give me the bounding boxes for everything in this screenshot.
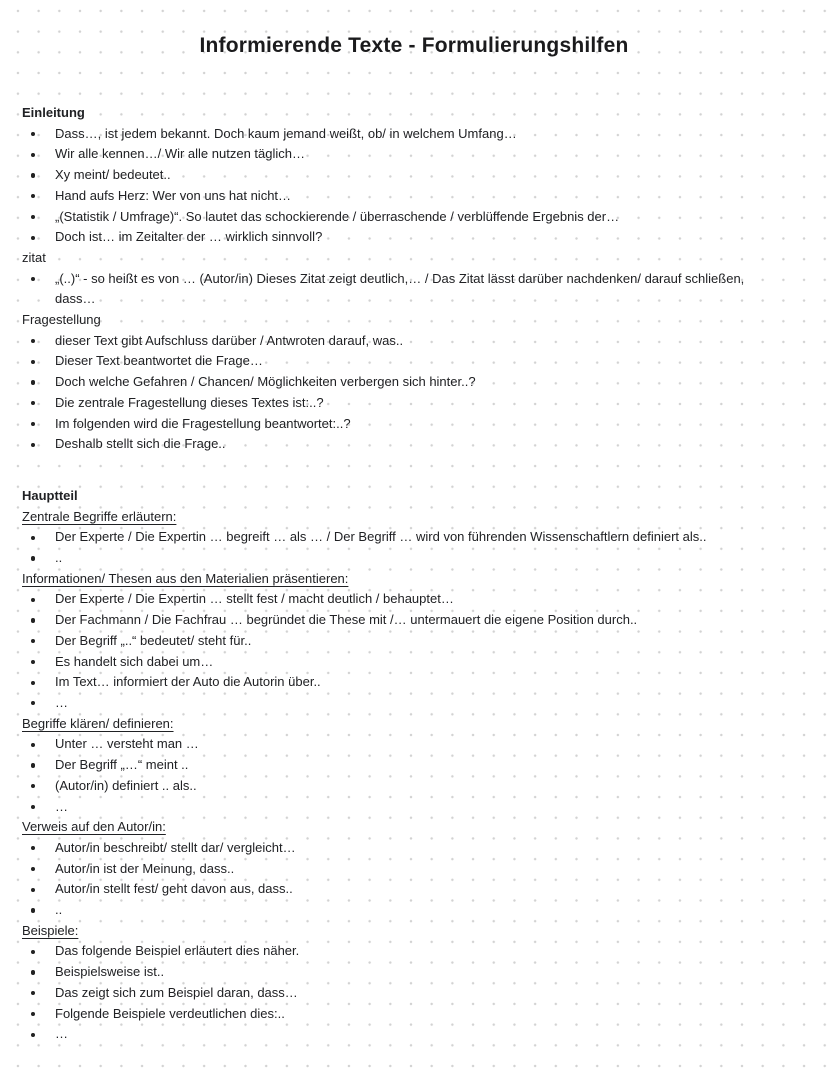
page-title: Informierende Texte - Formulierungshilfen [199, 34, 629, 57]
section [22, 569, 770, 714]
section [22, 714, 770, 818]
section-heading: Fragestellung [22, 312, 101, 328]
section-heading: Begriffe klären/ definieren: [22, 715, 174, 731]
list-item: Dass…, ist jedem bekannt. Doch kaum jemand weißt, ob/ in welchem Umfang… [22, 124, 770, 145]
section [22, 103, 770, 248]
list-item: (Autor/in) definiert .. als.. [22, 776, 770, 797]
list-item: „(..)“ - so heißt es von … (Autor/in) Dieses Zitat zeigt deutlich,… / Das Zitat lässt darüber nachdenken/ darauf schließen, dass… [22, 269, 770, 310]
list-item: Der Begriff „..“ bedeutet/ steht für.. [22, 631, 770, 652]
section [22, 817, 770, 921]
list-item: Autor/in ist der Meinung, dass.. [22, 859, 770, 880]
list-item: Wir alle kennen…/ Wir alle nutzen täglich… [22, 144, 770, 165]
section-heading: Beispiele: [22, 922, 79, 938]
bullet-list [22, 734, 770, 817]
list-item: Die zentrale Fragestellung dieses Textes ist:..? [22, 393, 770, 414]
list-item: Xy meint/ bedeutet.. [22, 165, 770, 186]
list-item: … [22, 693, 770, 714]
list-item: Der Fachmann / Die Fachfrau … begründet die These mit /… untermauert die eigene Position durch.. [22, 610, 770, 631]
list-item: … [22, 1024, 770, 1045]
document-content [0, 103, 828, 1045]
bullet-list [22, 589, 770, 713]
list-item: Das folgende Beispiel erläutert dies näher. [22, 941, 770, 962]
section [22, 248, 770, 310]
list-item: Deshalb stellt sich die Frage.. [22, 434, 770, 455]
bullet-list [22, 331, 770, 455]
list-item: Dieser Text beantwortet die Frage… [22, 351, 770, 372]
list-item: Das zeigt sich zum Beispiel daran, dass… [22, 983, 770, 1004]
list-item: Beispielsweise ist.. [22, 962, 770, 983]
list-item: … [22, 797, 770, 818]
section-heading: Hauptteil [22, 487, 78, 503]
bullet-list [22, 269, 770, 310]
section-heading: Verweis auf den Autor/in: [22, 819, 166, 835]
list-item: dieser Text gibt Aufschluss darüber / Antwroten darauf, was.. [22, 331, 770, 352]
section [22, 310, 770, 455]
bullet-list [22, 124, 770, 248]
section [22, 921, 770, 1045]
list-item: Autor/in stellt fest/ geht davon aus, dass.. [22, 879, 770, 900]
list-item: Doch ist… im Zeitalter der … wirklich sinnvoll? [22, 227, 770, 248]
list-item: Folgende Beispiele verdeutlichen dies:.. [22, 1004, 770, 1025]
bullet-list [22, 527, 770, 568]
section-heading: Informationen/ Thesen aus den Materialien präsentieren: [22, 570, 349, 586]
list-item: Es handelt sich dabei um… [22, 652, 770, 673]
list-item: .. [22, 548, 770, 569]
list-item: Hand aufs Herz: Wer von uns hat nicht… [22, 186, 770, 207]
list-item: Doch welche Gefahren / Chancen/ Möglichkeiten verbergen sich hinter..? [22, 372, 770, 393]
list-item: Im folgenden wird die Fragestellung beantwortet:..? [22, 414, 770, 435]
list-item: Der Experte / Die Expertin … begreift … als … / Der Begriff … wird von führenden Wissenschaftlern definiert als.. [22, 527, 770, 548]
section-heading: Einleitung [22, 105, 85, 120]
list-item: „(Statistik / Umfrage)“. So lautet das schockierende / überraschende / verblüffende Ergebnis der… [22, 207, 770, 228]
section [22, 486, 770, 507]
list-item: Der Begriff „…“ meint .. [22, 755, 770, 776]
section-heading: Zentrale Begriffe erläutern: [22, 508, 177, 524]
section [22, 507, 770, 569]
list-item: Der Experte / Die Expertin … stellt fest / macht deutlich / behauptet… [22, 589, 770, 610]
section-heading: zitat [22, 249, 46, 265]
list-item: Im Text… informiert der Auto die Autorin über.. [22, 672, 770, 693]
list-item: .. [22, 900, 770, 921]
bullet-list [22, 941, 770, 1045]
bullet-list [22, 838, 770, 921]
list-item: Unter … versteht man … [22, 734, 770, 755]
list-item: Autor/in beschreibt/ stellt dar/ vergleicht… [22, 838, 770, 859]
